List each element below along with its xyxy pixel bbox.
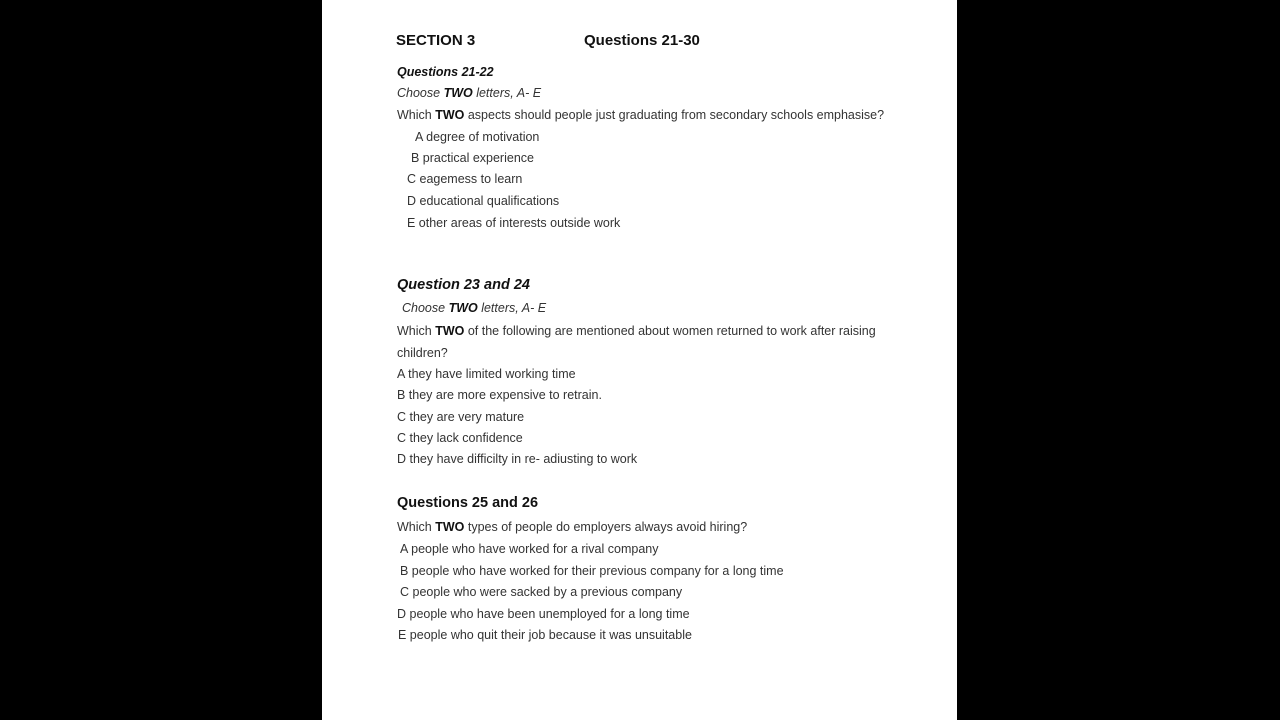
group-heading: Questions 21-22 [397,65,494,79]
option-c-duplicate: C they lack confidence [397,431,523,445]
option-a: A they have limited working time [397,367,576,381]
question-emphasis: TWO [435,324,465,338]
instruction [397,86,541,100]
option-e: E people who quit their job because it was unsuitable [398,628,692,642]
instruction [402,301,546,315]
question-text [397,108,884,122]
question-text-part: Which [397,520,436,534]
question-text-part: Which [397,108,436,122]
question-emphasis: TWO [435,520,465,534]
option-d: D people who have been unemployed for a long time [397,607,690,621]
instruction-text: Choose [397,86,444,100]
document-page [322,0,957,720]
option-b: B practical experience [411,151,534,165]
question-text-part: of the following are mentioned about women returned to work after raising [464,324,876,338]
option-c: C eagemess to learn [407,172,523,186]
instruction-text: Choose [402,301,449,315]
option-a: A people who have worked for a rival company [400,542,659,556]
option-b: B they are more expensive to retrain. [397,388,602,402]
question-text-continued: children? [397,346,448,360]
section-title: SECTION 3 [396,32,476,49]
questions-range: Questions 21-30 [584,32,700,49]
group-heading: Questions 25 and 26 [397,495,539,511]
group-heading: Question 23 and 24 [397,277,530,293]
option-c: C people who were sacked by a previous company [400,585,683,599]
instruction-text: letters, A- E [477,301,547,315]
option-c: C they are very mature [397,410,525,424]
question-text-part: aspects should people just graduating from secondary schools emphasise? [464,108,885,122]
question-text [397,324,876,338]
option-b: B people who have worked for their previous company for a long time [400,564,784,578]
instruction-emphasis: TWO [443,86,473,100]
question-text-part: types of people do employers always avoid hiring? [464,520,748,534]
option-d: D educational qualifications [407,194,560,208]
option-e: E other areas of interests outside work [407,216,621,230]
instruction-text: letters, A- E [472,86,542,100]
instruction-emphasis: TWO [448,301,478,315]
option-a: A degree of motivation [415,130,540,144]
option-d: D they have difficilty in re- adiusting to work [397,452,638,466]
question-text [397,520,747,534]
question-text-part: Which [397,324,436,338]
question-emphasis: TWO [435,108,465,122]
